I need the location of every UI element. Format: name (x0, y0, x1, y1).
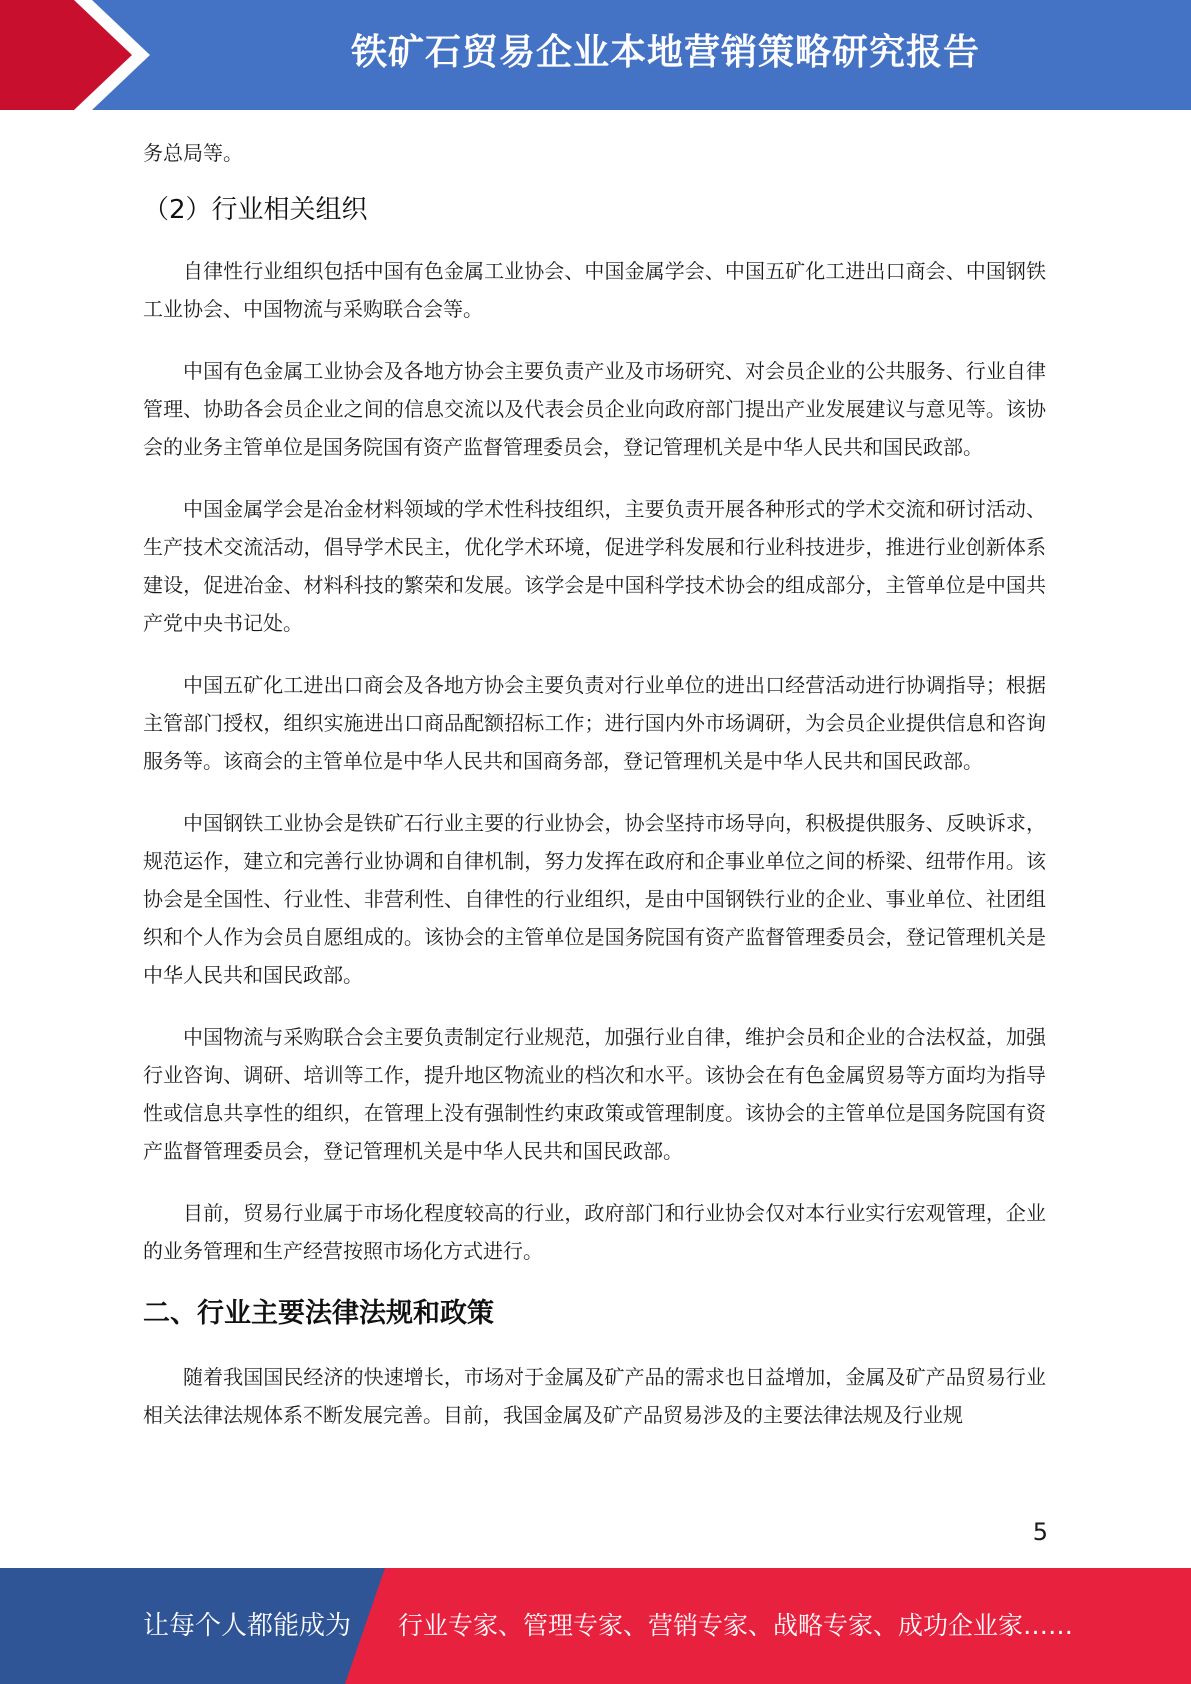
paragraph: 中国五矿化工进出口商会及各地方协会主要负责对行业单位的进出口经营活动进行协调指导；根据主管部门授权，组织实施进出口商品配额招标工作；进行国内外市场调研，为会员企业提供信息和咨询服务等。该商会的主管单位是中华人民共和国商务部，登记管理机关是中华人民共和国民政部。 (143, 673, 1046, 773)
page-number: 5 (1032, 1518, 1048, 1546)
paragraph: 中国钢铁工业协会是铁矿石行业主要的行业协会，协会坚持市场导向，积极提供服务、反映诉求，规范运作，建立和完善行业协调和自律机制，努力发挥在政府和企事业单位之间的桥梁、纽带作用。该协会是全国性、行业性、非营利性、自律性的行业组织，是由中国钢铁行业的企业、事业单位、社团组织和个人作为会员自愿组成的。该协会的主管单位是国务院国有资产监督管理委员会，登记管理机关是中华人民共和国民政部。 (143, 811, 1046, 987)
report-title: 铁矿石贸易企业本地营销策略研究报告 (350, 32, 980, 73)
footer-slogan-right: 行业专家、管理专家、营销专家、战略专家、成功企业家…… (398, 1611, 1074, 1640)
footer-banner (0, 1568, 1191, 1684)
paragraph: 自律性行业组织包括中国有色金属工业协会、中国金属学会、中国五矿化工进出口商会、中国钢铁工业协会、中国物流与采购联合会等。 (143, 259, 1046, 321)
paragraph: 中国金属学会是冶金材料领域的学术性科技组织，主要负责开展各种形式的学术交流和研讨活动、生产技术交流活动，倡导学术民主，优化学术环境，促进学科发展和行业科技进步，推进行业创新体系建设，促进冶金、材料科技的繁荣和发展。该学会是中国科学技术协会的组成部分，主管单位是中国共产党中央书记处。 (143, 497, 1046, 635)
arrow-icon (0, 0, 160, 110)
paragraph: 随着我国国民经济的快速增长，市场对于金属及矿产品的需求也日益增加，金属及矿产品贸易行业相关法律法规体系不断发展完善。目前，我国金属及矿产品贸易涉及的主要法律法规及行业规 (143, 1365, 1046, 1427)
footer-slogan-left: 让每个人都能成为 (143, 1611, 352, 1641)
paragraph: 中国有色金属工业协会及各地方协会主要负责产业及市场研究、对会员企业的公共服务、行业自律管理、协助各会员企业之间的信息交流以及代表会员企业向政府部门提出产业发展建议与意见等。该协会的业务主管单位是国务院国有资产监督管理委员会，登记管理机关是中华人民共和国民政部。 (143, 359, 1046, 459)
section-subheading: （2）行业相关组织 (143, 195, 368, 225)
paragraph: 中国物流与采购联合会主要负责制定行业规范，加强行业自律，维护会员和企业的合法权益，加强行业咨询、调研、培训等工作，提升地区物流业的档次和水平。该协会在有色金属贸易等方面均为指导性或信息共享性的组织，在管理上没有强制性约束政策或管理制度。该协会的主管单位是国务院国有资产监督管理委员会，登记管理机关是中华人民共和国民政部。 (143, 1025, 1046, 1163)
section-heading: 二、行业主要法律法规和政策 (143, 1298, 494, 1329)
document-body (143, 134, 1046, 1458)
header-banner (0, 0, 1191, 110)
paragraph: 目前，贸易行业属于市场化程度较高的行业，政府部门和行业协会仅对本行业实行宏观管理，企业的业务管理和生产经营按照市场化方式进行。 (143, 1201, 1046, 1263)
intro-text: 务总局等。 (143, 141, 243, 165)
